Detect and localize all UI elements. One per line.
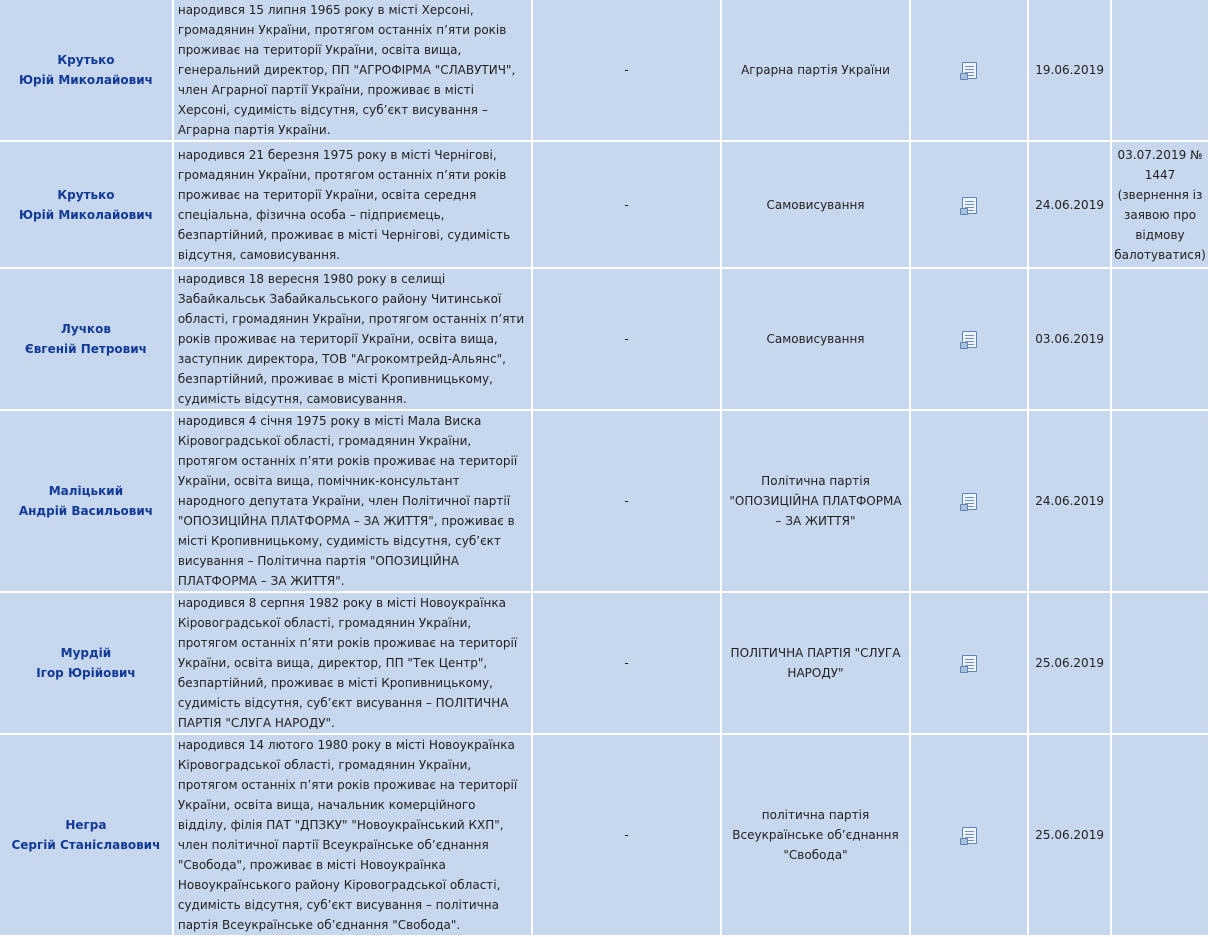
- cancellation-note: [1112, 593, 1208, 733]
- given-names: Ігор Юрійович: [36, 666, 136, 680]
- nominating-party: Аграрна партія України: [722, 0, 909, 140]
- table-row: [0, 0, 1208, 140]
- table-row: [0, 411, 1208, 591]
- surname: Маліцький: [48, 484, 124, 498]
- document-icon[interactable]: [962, 197, 977, 214]
- document-icon[interactable]: [962, 655, 977, 672]
- nominating-party: Самовисування: [722, 269, 909, 409]
- given-names: Юрій Миколайович: [18, 73, 153, 87]
- document-cell: [911, 0, 1027, 140]
- cancellation-note: [1112, 0, 1208, 140]
- document-cell: [911, 411, 1027, 591]
- nominating-party: політична партія Всеукраїнське об’єднання "Свобода": [722, 735, 909, 935]
- surname: Лучков: [60, 322, 111, 336]
- table-row: [0, 142, 1208, 267]
- candidate-name: [0, 269, 172, 409]
- document-icon[interactable]: [962, 827, 977, 844]
- table-row: [0, 735, 1208, 935]
- biography: народився 18 вересня 1980 року в селищі Забайкальськ Забайкальського району Читинської області, громадянин України, протягом останніх п’яти років проживає на території України, освіта вища, заступник директора, ТОВ "Агрокомтрейд-Альянс", безпартійний, проживає в місті Кропивницькому, судимість відсутня, самовисування.: [174, 269, 531, 409]
- empty-value: -: [533, 593, 720, 733]
- registration-date: 25.06.2019: [1029, 735, 1110, 935]
- biography: народився 14 лютого 1980 року в місті Новоукраїнка Кіровоградської області, громадянин України, протягом останніх п’яти років проживає на території України, освіта вища, начальник комерційного відділу, філія ПАТ "ДПЗКУ" "Новоукраїнський КХП", член політичної партії Всеукраїнське об’єднання "Свобода", проживає в місті Новоукраїнка Новоукраїнського району Кіровоградської області, судимість відсутня, суб’єкт висування – політична партія Всеукраїнське об’єднання "Свобода".: [174, 735, 531, 935]
- biography: народився 8 серпня 1982 року в місті Новоукраїнка Кіровоградської області, громадянин України, протягом останніх п’яти років проживає на території України, освіта вища, директор, ПП "Тек Центр", безпартійний, проживає в місті Кропивницькому, судимість відсутня, суб’єкт висування – ПОЛІТИЧНА ПАРТІЯ "СЛУГА НАРОДУ".: [174, 593, 531, 733]
- table-row: [0, 269, 1208, 409]
- document-icon[interactable]: [962, 62, 977, 79]
- surname: Негра: [65, 818, 107, 832]
- given-names: Юрій Миколайович: [18, 207, 153, 222]
- registration-date: 19.06.2019: [1029, 0, 1110, 140]
- cancellation-note: [1112, 269, 1208, 409]
- empty-value: -: [533, 269, 720, 409]
- nominating-party: ПОЛІТИЧНА ПАРТІЯ "СЛУГА НАРОДУ": [722, 593, 909, 733]
- cancellation-note: [1112, 735, 1208, 935]
- table-row: [0, 593, 1208, 733]
- given-names: Андрій Васильович: [18, 504, 154, 518]
- document-cell: [911, 269, 1027, 409]
- biography: народився 21 березня 1975 року в місті Чернігові, громадянин України, протягом останніх п’яти років проживає на території України, освіта середня спеціальна, фізична особа – підприємець, безпартійний, проживає в місті Чернігові, судимість відсутня, самовисування.: [174, 142, 531, 267]
- biography: народився 4 січня 1975 року в місті Мала Виска Кіровоградської області, громадянин України, протягом останніх п’яти років проживає на території України, освіта вища, помічник-консультант народного депутата України, член Політичної партії "ОПОЗИЦІЙНА ПЛАТФОРМА – ЗА ЖИТТЯ", проживає в місті Кропивницькому, судимість відсутня, суб’єкт висування – Політична партія "ОПОЗИЦІЙНА ПЛАТФОРМА – ЗА ЖИТТЯ".: [174, 411, 531, 591]
- cancellation-note: [1112, 411, 1208, 591]
- document-cell: [911, 593, 1027, 733]
- given-names: Євгеній Петрович: [24, 342, 147, 356]
- biography: народився 15 липня 1965 року в місті Херсоні, громадянин України, протягом останніх п’яти років проживає на території України, освіта вища, генеральний директор, ПП "АГРОФІРМА "СЛАВУТИЧ", член Аграрної партії України, проживає в місті Херсоні, судимість відсутня, суб’єкт висування – Аграрна партія України.: [174, 0, 531, 140]
- surname: Крутько: [57, 53, 115, 67]
- given-names: Сергій Станіславович: [11, 838, 161, 852]
- candidate-name: [0, 411, 172, 591]
- empty-value: -: [533, 0, 720, 140]
- registration-date: 24.06.2019: [1029, 411, 1110, 591]
- candidate-name: [0, 735, 172, 935]
- document-icon[interactable]: [962, 331, 977, 348]
- registration-date: 25.06.2019: [1029, 593, 1110, 733]
- nominating-party: Політична партія "ОПОЗИЦІЙНА ПЛАТФОРМА – ЗА ЖИТТЯ": [722, 411, 909, 591]
- candidate-name: [0, 0, 172, 140]
- candidate-name: [0, 593, 172, 733]
- surname: Крутько: [57, 187, 115, 202]
- registration-date: 24.06.2019: [1029, 142, 1110, 267]
- document-cell: [911, 735, 1027, 935]
- candidate-name: [0, 142, 172, 267]
- surname: Мурдій: [60, 646, 112, 660]
- empty-value: -: [533, 735, 720, 935]
- empty-value: -: [533, 142, 720, 267]
- document-icon[interactable]: [962, 493, 977, 510]
- nominating-party: Самовисування: [722, 142, 909, 267]
- cancellation-note: 03.07.2019 № 1447 (звернення із заявою про відмову балотуватися): [1112, 142, 1208, 267]
- document-cell: [911, 142, 1027, 267]
- registration-date: 03.06.2019: [1029, 269, 1110, 409]
- empty-value: -: [533, 411, 720, 591]
